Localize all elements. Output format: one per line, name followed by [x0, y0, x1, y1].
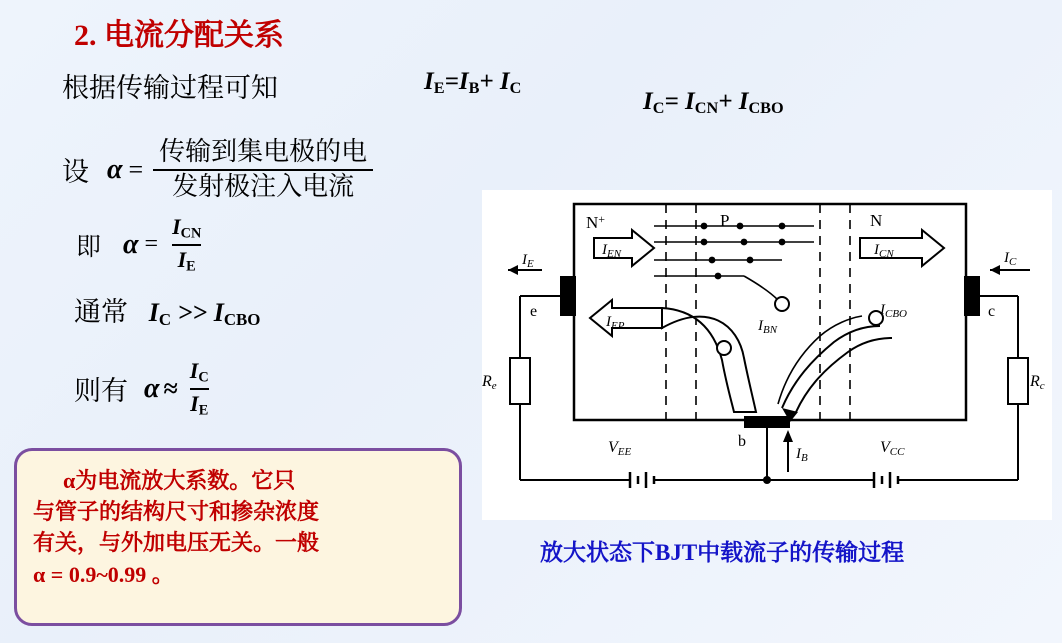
collector-electrode [964, 276, 980, 316]
approx-bar [190, 388, 209, 390]
region-label-n-plus: N+ [586, 212, 606, 232]
title-number: 2. [74, 19, 97, 52]
title-text: 电流分配关系 [104, 19, 284, 52]
label-rc: Rc [1030, 373, 1045, 392]
figure-caption: 放大状态下BJT中载流子的传输过程 [540, 540, 905, 565]
bjt-diagram [482, 190, 1052, 520]
label-ic: $I_C$ [1004, 250, 1017, 268]
note-line-4: α = 0.9~0.99 。 [33, 561, 174, 587]
hole-circle-ibn [775, 297, 789, 311]
page-title [74, 10, 284, 54]
fraction-numerator: 传输到集电极的电 [159, 137, 368, 166]
region-label-p: P [720, 211, 730, 230]
hole-circle-channel [717, 341, 731, 355]
condition-row [74, 290, 260, 330]
alpha-ratio-fraction [172, 214, 201, 275]
condition-expression: $I_C >> I_{CBO}$ [148, 298, 261, 330]
label-ien: $I_{EN}$ [602, 242, 622, 260]
approx-denominator: $I_E$ [190, 390, 209, 419]
alpha-symbol-2: α [123, 228, 139, 260]
note-line-3: 有关，与外加电压无关。一般 [33, 530, 320, 556]
alpha-approx-fraction [190, 358, 209, 419]
note-line-1: α为电流放大系数。它只 [63, 468, 296, 493]
condition-label: 通常 [74, 297, 128, 327]
alpha-definition-fraction [153, 138, 373, 201]
resistor-re [510, 358, 530, 404]
intro-line: 根据传输过程可知 [62, 73, 278, 103]
label-icbo: $I_{CBO}$ [880, 302, 907, 320]
fraction-bar [153, 169, 373, 171]
approx-numerator: $I_C$ [189, 358, 209, 386]
conclusion-label: 则有 [74, 376, 128, 407]
region-label-n: N [870, 211, 883, 230]
note-line-2: 与管子的结构尺寸和掺杂浓度 [33, 499, 320, 525]
approx-sign: ≈ [163, 373, 178, 403]
conclusion-row [74, 358, 209, 419]
alpha-formula-row [76, 214, 201, 275]
fraction-denominator: 发射极注入电流 [172, 171, 355, 201]
node-label-c: c [988, 303, 996, 320]
equals-sign-2: = [144, 231, 159, 258]
node-label-b: b [738, 433, 746, 450]
label-vee: VEE [608, 439, 632, 458]
label-iep: $I_{EP}$ [606, 314, 625, 332]
alpha-symbol: α [107, 153, 123, 185]
label-ie: $I_E$ [522, 252, 534, 270]
base-electrode [744, 416, 790, 428]
equation-ie: $I_E=I_B+ I_C$ [424, 68, 522, 98]
ratio-denominator: $I_E$ [177, 246, 196, 275]
node-label-e: e [530, 303, 538, 320]
bjt-diagram-svg [482, 190, 1052, 520]
ratio-bar [172, 244, 201, 246]
label-ibn: $I_{BN}$ [758, 318, 778, 336]
label-re: Re [482, 373, 497, 392]
resistor-rc [1008, 358, 1028, 404]
label-vcc: VCC [880, 439, 905, 458]
label-ib: $I_B$ [796, 446, 808, 464]
note-box [14, 448, 462, 626]
equation-ic: $I_C= I_{CN}+ I_{CBO}$ [643, 88, 784, 118]
definition-row [62, 138, 377, 201]
alpha-symbol-3: α [144, 372, 160, 404]
emitter-electrode [560, 276, 576, 316]
equals-sign: = [128, 154, 144, 184]
ratio-numerator: $I_{CN}$ [172, 214, 202, 242]
alpha-formula-label: 即 [76, 233, 102, 261]
definition-label: 设 [62, 157, 89, 188]
label-icn: $I_{CN}$ [874, 242, 894, 260]
